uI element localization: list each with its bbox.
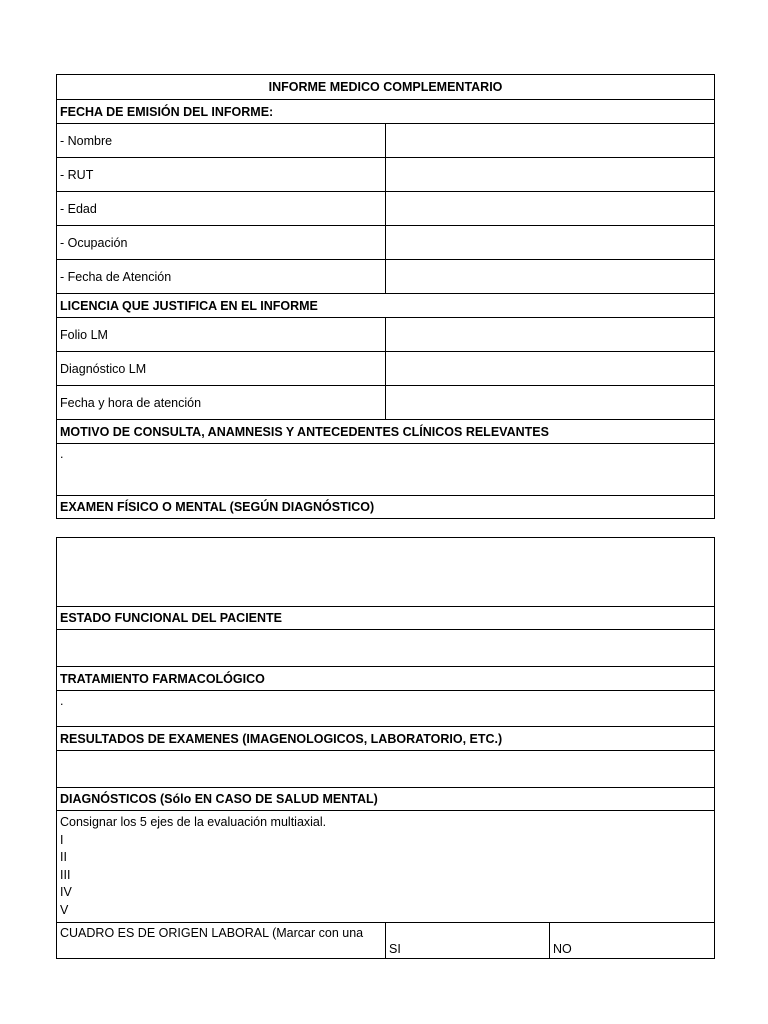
diagnosis-lm-field[interactable] — [386, 352, 715, 386]
no-option[interactable]: NO — [550, 923, 715, 959]
name-field[interactable] — [386, 124, 715, 158]
results-field[interactable] — [57, 751, 715, 788]
diagnostics-field[interactable] — [57, 811, 715, 923]
attention-datetime-field[interactable] — [386, 386, 715, 420]
axis-label: IV — [60, 885, 72, 899]
diagnosis-lm-label: Diagnóstico LM — [57, 352, 386, 386]
axis-label: III — [60, 867, 71, 882]
report-form-part-2 — [56, 537, 715, 959]
functional-section-header: ESTADO FUNCIONAL DEL PACIENTE — [57, 607, 715, 630]
form-title: INFORME MEDICO COMPLEMENTARIO — [57, 75, 715, 100]
report-form-part-1 — [56, 74, 715, 519]
treatment-section-header: TRATAMIENTO FARMACOLÓGICO — [57, 667, 715, 691]
folio-field[interactable] — [386, 318, 715, 352]
rut-label: - RUT — [57, 158, 386, 192]
occupation-field[interactable] — [386, 226, 715, 260]
consult-section-header: MOTIVO DE CONSULTA, ANAMNESIS Y ANTECEDENTES CLÍNICOS RELEVANTES — [57, 420, 715, 444]
attention-date-label: - Fecha de Atención — [57, 260, 386, 294]
results-section-header: RESULTADOS DE EXAMENES (IMAGENOLOGICOS, LABORATORIO, ETC.) — [57, 727, 715, 751]
name-label: - Nombre — [57, 124, 386, 158]
axis-label: V — [60, 902, 69, 917]
age-field[interactable] — [386, 192, 715, 226]
exam-field[interactable] — [57, 538, 715, 607]
folio-label: Folio LM — [57, 318, 386, 352]
issue-date-label: FECHA DE EMISIÓN DEL INFORME: — [57, 100, 715, 124]
origin-question: CUADRO ES DE ORIGEN LABORAL (Marcar con una — [57, 923, 386, 959]
axis-label: II — [60, 850, 67, 864]
occupation-label: - Ocupación — [57, 226, 386, 260]
consult-field[interactable]: . — [57, 444, 715, 496]
diagnostics-intro: Consignar los 5 ejes de la evaluación multiaxial. — [60, 815, 327, 829]
diagnostics-section-header: DIAGNÓSTICOS (Sólo EN CASO DE SALUD MENTAL) — [57, 788, 715, 811]
treatment-field[interactable]: . — [57, 691, 715, 727]
attention-datetime-label: Fecha y hora de atención — [57, 386, 386, 420]
rut-field[interactable] — [386, 158, 715, 192]
attention-date-field[interactable] — [386, 260, 715, 294]
exam-section-header: EXAMEN FÍSICO O MENTAL (SEGÚN DIAGNÓSTICO) — [57, 496, 715, 519]
yes-option[interactable]: SI — [386, 923, 550, 959]
functional-field[interactable] — [57, 630, 715, 667]
age-label: - Edad — [57, 192, 386, 226]
license-section-header: LICENCIA QUE JUSTIFICA EN EL INFORME — [57, 294, 715, 318]
axis-label: I — [60, 832, 64, 847]
